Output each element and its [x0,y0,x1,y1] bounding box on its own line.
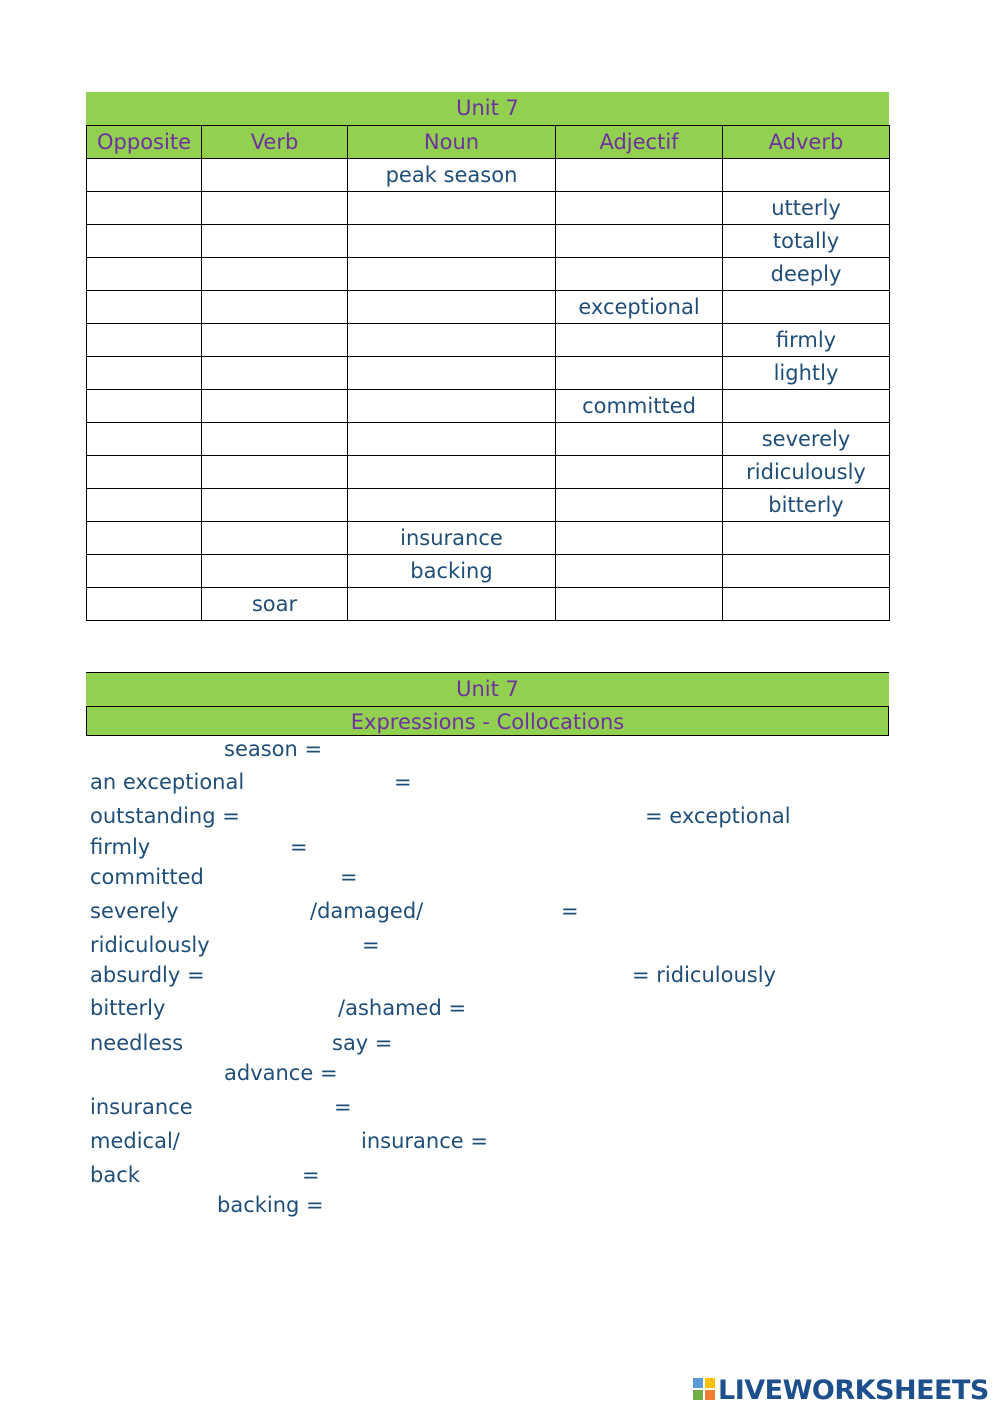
liveworksheets-logo-icon [693,1378,715,1402]
cell-adverb[interactable] [723,522,890,555]
header-verb: Verb [202,126,348,159]
cell-adjective[interactable] [556,192,723,225]
cell-verb[interactable] [202,423,348,456]
table-row [87,357,890,390]
cell-adverb: bitterly [723,489,890,522]
cell-opposite[interactable] [87,357,202,390]
header-adjective: Adjectif [556,126,723,159]
cell-noun[interactable] [348,324,556,357]
header-opposite: Opposite [87,126,202,159]
table2-title: Unit 7 [86,672,889,706]
cell-verb[interactable] [202,456,348,489]
expr-medical: medical/ [90,1129,180,1153]
cell-adverb[interactable] [723,588,890,621]
table-header-row [87,126,890,159]
expr-absurdly-rhs: = ridiculously [632,963,776,987]
cell-adverb[interactable] [723,390,890,423]
table-row [87,390,890,423]
table-row [87,423,890,456]
expr-exceptional: an exceptional [90,770,245,794]
cell-noun[interactable] [348,225,556,258]
cell-adjective[interactable] [556,456,723,489]
cell-adjective: exceptional [556,291,723,324]
expr-backing: backing = [217,1193,324,1217]
cell-adverb: ridiculously [723,456,890,489]
cell-noun[interactable] [348,258,556,291]
table-row [87,258,890,291]
cell-adverb: deeply [723,258,890,291]
expr-severely-eq: = [561,899,579,923]
expr-bitterly-mid: /ashamed = [338,996,467,1020]
cell-adjective[interactable] [556,357,723,390]
cell-opposite[interactable] [87,258,202,291]
cell-noun[interactable] [348,588,556,621]
expr-back: back [90,1163,140,1187]
expr-advance: advance = [224,1061,338,1085]
table-row [87,324,890,357]
table-row [87,192,890,225]
cell-adverb[interactable] [723,291,890,324]
table-row [87,555,890,588]
expr-needless-mid: say = [332,1031,393,1055]
cell-adjective[interactable] [556,159,723,192]
cell-opposite[interactable] [87,225,202,258]
cell-opposite[interactable] [87,555,202,588]
cell-adjective[interactable] [556,225,723,258]
table-row [87,456,890,489]
expr-season: season = [224,737,323,761]
cell-noun[interactable] [348,423,556,456]
expr-ridiculously: ridiculously [90,933,210,957]
cell-verb[interactable] [202,357,348,390]
cell-adverb: utterly [723,192,890,225]
expr-back-eq: = [302,1163,320,1187]
cell-adjective[interactable] [556,489,723,522]
cell-adverb: lightly [723,357,890,390]
cell-verb[interactable] [202,390,348,423]
cell-verb[interactable] [202,159,348,192]
cell-adverb: severely [723,423,890,456]
cell-adjective[interactable] [556,258,723,291]
cell-verb[interactable] [202,522,348,555]
cell-verb[interactable] [202,291,348,324]
cell-verb[interactable] [202,192,348,225]
cell-adverb: totally [723,225,890,258]
cell-adverb[interactable] [723,555,890,588]
expr-absurdly: absurdly = [90,963,205,987]
table2-subtitle: Expressions - Collocations [86,706,889,736]
liveworksheets-wordmark: LIVEWORKSHEETS [718,1374,989,1406]
cell-verb[interactable] [202,258,348,291]
expr-committed-eq: = [340,865,358,889]
cell-opposite[interactable] [87,456,202,489]
cell-opposite[interactable] [87,423,202,456]
expr-severely-mid: /damaged/ [310,899,424,923]
cell-opposite[interactable] [87,588,202,621]
expr-firmly: firmly [90,835,151,859]
cell-noun: backing [348,555,556,588]
table-row [87,522,890,555]
word-formation-grid [86,125,890,621]
header-adverb: Adverb [723,126,890,159]
expr-needless: needless [90,1031,184,1055]
cell-noun[interactable] [348,489,556,522]
expr-outstanding-rhs: = exceptional [645,804,791,828]
cell-verb[interactable] [202,489,348,522]
cell-opposite[interactable] [87,192,202,225]
table1-title: Unit 7 [86,92,889,125]
liveworksheets-watermark [693,1374,989,1406]
cell-adjective[interactable] [556,522,723,555]
expr-outstanding: outstanding = [90,804,240,828]
cell-opposite[interactable] [87,390,202,423]
cell-verb[interactable] [202,324,348,357]
expr-committed: committed [90,865,204,889]
cell-adverb[interactable] [723,159,890,192]
expr-exceptional-eq: = [394,770,412,794]
cell-opposite[interactable] [87,489,202,522]
cell-opposite[interactable] [87,324,202,357]
cell-adjective[interactable] [556,423,723,456]
expr-severely: severely [90,899,179,923]
cell-noun[interactable] [348,357,556,390]
table-row [87,489,890,522]
table-row [87,291,890,324]
collocations-header [86,672,889,736]
table-row [87,588,890,621]
cell-opposite[interactable] [87,291,202,324]
cell-adjective[interactable] [556,324,723,357]
expr-firmly-eq: = [290,835,308,859]
expr-insurance: insurance [90,1095,193,1119]
cell-opposite[interactable] [87,522,202,555]
expr-bitterly: bitterly [90,996,166,1020]
cell-opposite[interactable] [87,159,202,192]
cell-verb: soar [202,588,348,621]
expr-insurance-eq: = [334,1095,352,1119]
header-noun: Noun [348,126,556,159]
table-row [87,159,890,192]
cell-noun[interactable] [348,456,556,489]
cell-noun: peak season [348,159,556,192]
cell-verb[interactable] [202,555,348,588]
cell-noun: insurance [348,522,556,555]
word-formation-table [86,92,889,621]
expr-medical-mid: insurance = [361,1129,488,1153]
cell-noun[interactable] [348,291,556,324]
cell-adjective[interactable] [556,588,723,621]
expr-ridiculously-eq: = [362,933,380,957]
cell-verb[interactable] [202,225,348,258]
cell-adjective[interactable] [556,555,723,588]
cell-noun[interactable] [348,390,556,423]
table-row [87,225,890,258]
cell-adjective: committed [556,390,723,423]
cell-adverb: firmly [723,324,890,357]
cell-noun[interactable] [348,192,556,225]
